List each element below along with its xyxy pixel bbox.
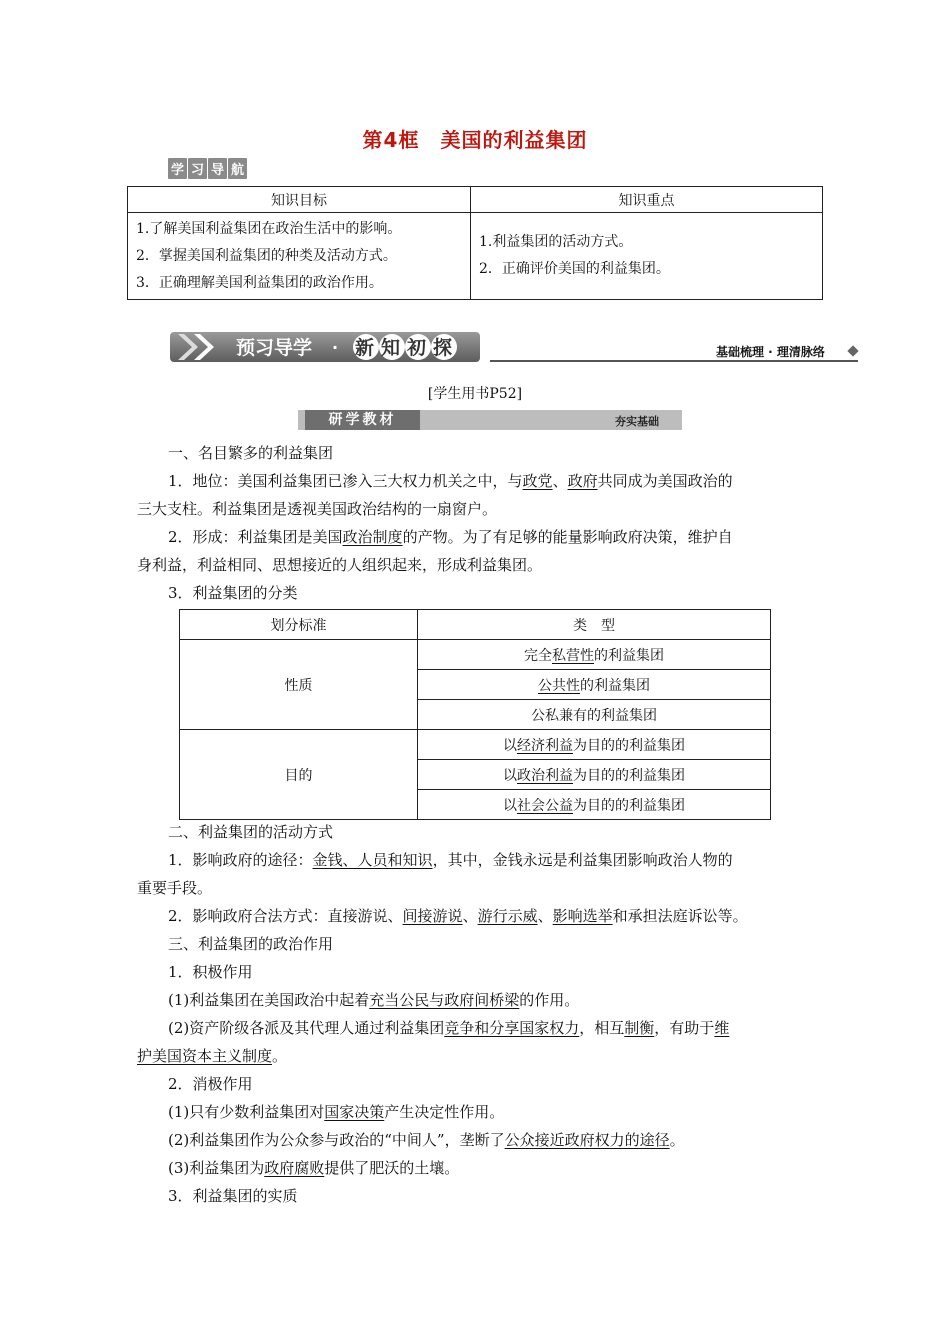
type-cell: 公共性的利益集团	[418, 670, 771, 700]
classification-table	[179, 609, 771, 820]
goal-item: 2．掌握美国利益集团的种类及活动方式。	[136, 247, 397, 264]
type-cell: 完全私营性的利益集团	[418, 640, 771, 670]
paragraph: 2．影响政府合法方式：直接游说、间接游说、游行示威、影响选举和承担法庭诉讼等。	[168, 907, 748, 925]
type-cell: 以政治利益为目的的利益集团	[418, 760, 771, 790]
page-title: 第4框 美国的利益集团	[362, 128, 588, 152]
header-keys: 知识重点	[471, 187, 823, 213]
badge-char: 导	[208, 158, 227, 179]
badge-char: 习	[188, 158, 207, 179]
goal-item: 1.了解美国利益集团在政治生活中的影响。	[136, 220, 402, 237]
criterion-nature: 性质	[180, 640, 418, 730]
section-heading: 三、利益集团的政治作用	[168, 935, 334, 953]
banner-left-text: 预习导学	[236, 337, 313, 359]
keys-cell	[471, 213, 823, 300]
paragraph: 1．地位：美国利益集团已渗入三大权力机关之中，与政党、政府共同成为美国政治的	[168, 472, 733, 490]
section-heading: 二、利益集团的活动方式	[168, 823, 334, 841]
diamond-icon	[847, 345, 858, 356]
paragraph: 身利益，利益相同、思想接近的人组织起来，形成利益集团。	[137, 556, 543, 574]
banner-divider	[490, 360, 858, 362]
header-type: 类 型	[418, 610, 771, 640]
header-criterion: 划分标准	[180, 610, 418, 640]
criterion-purpose: 目的	[180, 730, 418, 820]
badge-char: 学	[168, 158, 187, 179]
key-item: 2．正确评价美国的利益集团。	[479, 261, 670, 277]
header-goals: 知识目标	[128, 187, 471, 213]
banner-dot: ·	[332, 338, 339, 357]
paragraph: 3．利益集团的实质	[168, 1187, 298, 1205]
banner-right-text: 新知初探	[355, 337, 460, 359]
paragraph: (1)利益集团在美国政治中起着充当公民与政府间桥梁的作用。	[168, 991, 580, 1009]
study-guide-table	[127, 186, 823, 300]
goal-item: 3．正确理解美国利益集团的政治作用。	[136, 274, 383, 291]
paragraph: 1．影响政府的途径：金钱、人员和知识，其中，金钱永远是利益集团影响政治人物的	[168, 851, 733, 869]
paragraph: (2)利益集团作为公众参与政治的“中间人”，垄断了公众接近政府权力的途径。	[168, 1131, 685, 1149]
paragraph: 重要手段。	[137, 879, 213, 897]
paragraph: 1．积极作用	[168, 963, 253, 981]
key-item: 1.利益集团的活动方式。	[479, 234, 633, 250]
subsection-title: 研学教材	[305, 410, 420, 430]
paragraph: 2．形成：利益集团是美国政治制度的产物。为了有足够的能量影响政府决策，维护自	[168, 528, 733, 546]
type-cell: 以社会公益为目的的利益集团	[418, 790, 771, 820]
paragraph: 2．消极作用	[168, 1075, 253, 1093]
type-cell: 以经济利益为目的的利益集团	[418, 730, 771, 760]
goals-cell	[128, 213, 471, 300]
section-heading: 一、名目繁多的利益集团	[168, 444, 334, 462]
paragraph: (3)利益集团为政府腐败提供了肥沃的土壤。	[168, 1159, 460, 1177]
banner-right-badge	[353, 334, 459, 360]
paragraph: (2)资产阶级各派及其代理人通过利益集团竞争和分享国家权力，相互制衡，有助于维	[168, 1019, 730, 1037]
paragraph: 3．利益集团的分类	[168, 584, 298, 602]
section-banner	[170, 330, 480, 364]
paragraph: (1)只有少数利益集团对国家决策产生决定性作用。	[168, 1103, 505, 1121]
banner-tagline: 基础梳理 · 理清脉络	[716, 345, 825, 359]
subsection-tag: 夯实基础	[615, 415, 659, 428]
paragraph: 三大支柱。利益集团是透视美国政治结构的一扇窗户。	[137, 500, 498, 518]
study-guide-badge	[168, 158, 248, 179]
badge-char: 航	[228, 158, 247, 179]
type-cell: 公私兼有的利益集团	[418, 700, 771, 730]
paragraph: 护美国资本主义制度。	[137, 1047, 288, 1065]
book-reference: [学生用书P52]	[427, 386, 523, 402]
